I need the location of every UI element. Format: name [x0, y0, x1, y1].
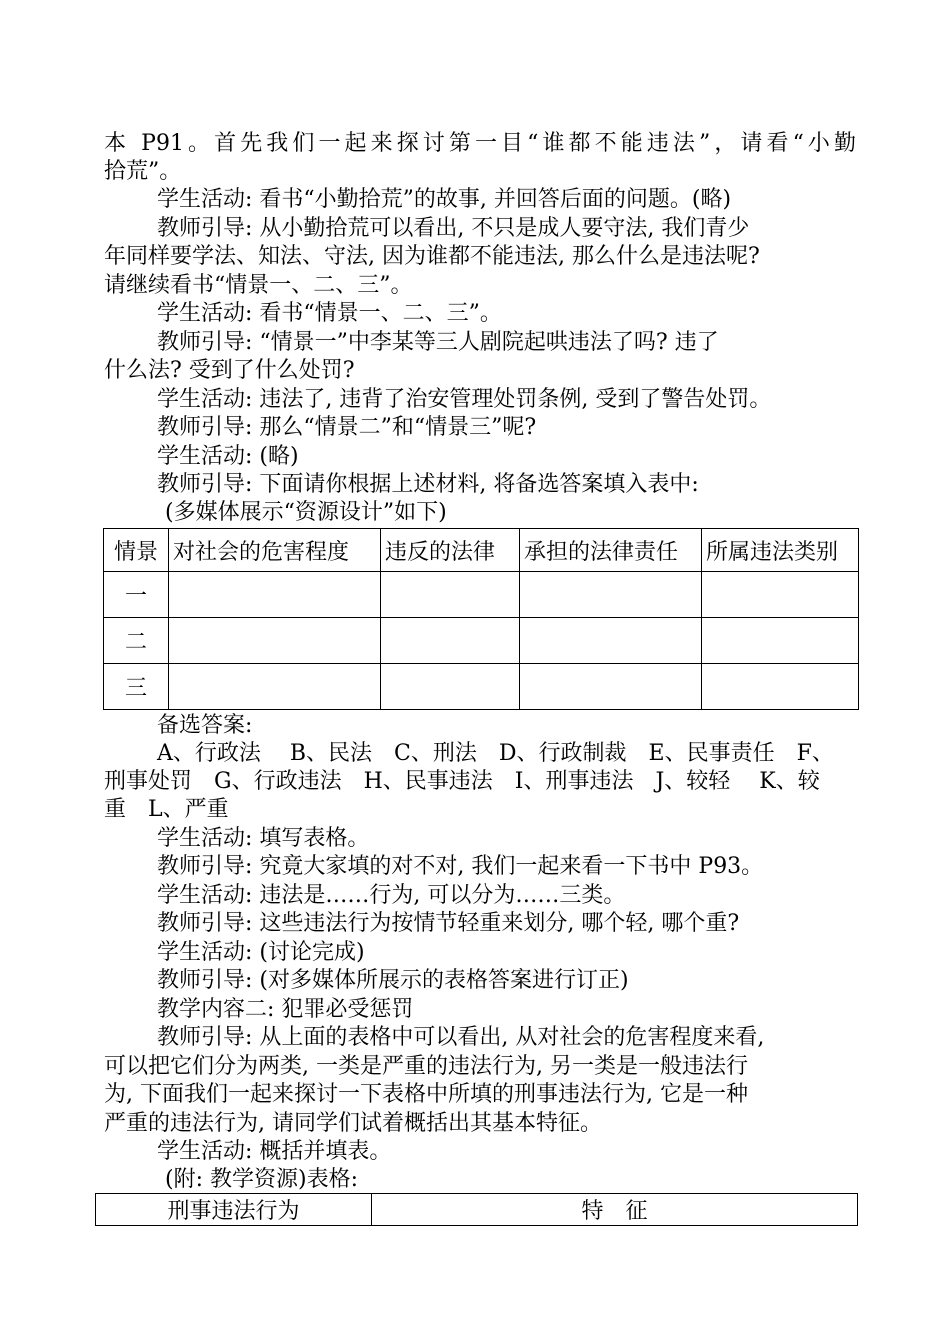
table-row-label: 一	[104, 572, 169, 618]
paragraph-line: 拾荒”。	[104, 159, 182, 184]
paragraph-line: 请继续看书“情景一、二、三”。	[104, 273, 413, 298]
paragraph-line: 学生活动: 看书“小勤拾荒”的故事, 并回答后面的问题。(略)	[157, 187, 732, 212]
paragraph-line: 学生活动: 看书“情景一、二、三”。	[157, 301, 502, 326]
paragraph-line: 本 P91。首先我们一起来探讨第一目“谁都不能违法”，请看“小勤	[104, 131, 856, 156]
table-header-row	[104, 529, 859, 572]
paragraph-line: 学生活动: 概括并填表。	[157, 1139, 392, 1164]
table-cell	[381, 618, 520, 664]
paragraph-line: 教师引导: 这些违法行为按情节轻重来划分, 哪个轻, 哪个重?	[157, 911, 740, 936]
table-row-label: 二	[104, 618, 169, 664]
table-header-cell: 特 征	[372, 1194, 858, 1226]
paragraph-line: 教师引导: 下面请你根据上述材料, 将备选答案填入表中:	[157, 472, 699, 497]
paragraph-line: 教师引导: 从小勤拾荒可以看出, 不只是成人要守法, 我们青少	[157, 216, 750, 241]
paragraph-line: 学生活动: 填写表格。	[157, 826, 370, 851]
table-cell	[381, 664, 520, 710]
paragraph-line: 学生活动: (略)	[157, 444, 299, 469]
paragraph-line: 教师引导: 那么“情景二”和“情景三”呢?	[157, 415, 537, 440]
table-header-cell: 情景	[104, 529, 169, 572]
table-header-cell: 违反的法律	[381, 529, 520, 572]
table-cell	[520, 664, 702, 710]
paragraph-line: 教师引导: 究竟大家填的对不对, 我们一起来看一下书中 P93。	[157, 854, 764, 879]
paragraph-line: 教师引导: “情景一”中李某等三人剧院起哄违法了吗? 违了	[157, 330, 719, 355]
paragraph-line: 严重的违法行为, 请同学们试着概括出其基本特征。	[104, 1111, 602, 1136]
paragraph-line: 教师引导: (对多媒体所展示的表格答案进行订正)	[157, 968, 629, 993]
table-header-cell: 刑事违法行为	[96, 1194, 372, 1226]
table-header-row	[96, 1194, 858, 1226]
table-cell	[169, 572, 381, 618]
situation-table	[103, 528, 859, 710]
paragraph-line: 为, 下面我们一起来探讨一下表格中所填的刑事违法行为, 它是一种	[104, 1082, 748, 1107]
paragraph-line: 什么法? 受到了什么处罚?	[104, 358, 355, 383]
paragraph-line: (附: 教学资源)表格:	[165, 1167, 358, 1192]
table-cell	[169, 618, 381, 664]
criminal-feature-table	[95, 1193, 858, 1226]
table-header-cell: 所属违法类别	[702, 529, 859, 572]
paragraph-line: 重 L、严重	[104, 797, 229, 822]
table-header-cell: 承担的法律责任	[520, 529, 702, 572]
table-cell	[520, 572, 702, 618]
table-header-cell: 对社会的危害程度	[169, 529, 381, 572]
table-row	[104, 572, 859, 618]
paragraph-line: 学生活动: 违法了, 违背了治安管理处罚条例, 受到了警告处罚。	[157, 387, 772, 412]
paragraph-line: 年同样要学法、知法、守法, 因为谁都不能违法, 那么什么是违法呢?	[104, 244, 760, 269]
paragraph-line: 学生活动: 违法是……行为, 可以分为……三类。	[157, 883, 626, 908]
table-cell	[702, 664, 859, 710]
paragraph-line: 刑事处罚 G、行政违法 H、民事违法 I、刑事违法 J、较轻 K、较	[104, 769, 820, 794]
table-row-label: 三	[104, 664, 169, 710]
table-cell	[702, 618, 859, 664]
paragraph-line: 可以把它们分为两类, 一类是严重的违法行为, 另一类是一般违法行	[104, 1054, 748, 1079]
section-heading: 教学内容二: 犯罪必受惩罚	[157, 997, 414, 1022]
table-row	[104, 664, 859, 710]
table-cell	[169, 664, 381, 710]
table-cell	[520, 618, 702, 664]
paragraph-line: 学生活动: (讨论完成)	[157, 940, 365, 965]
paragraph-line: 备选答案:	[157, 713, 253, 738]
table-row	[104, 618, 859, 664]
paragraph-line: 教师引导: 从上面的表格中可以看出, 从对社会的危害程度来看,	[157, 1025, 765, 1050]
paragraph-line: A、行政法 B、民法 C、刑法 D、行政制裁 E、民事责任 F、	[157, 741, 834, 766]
paragraph-line: (多媒体展示“资源设计”如下)	[165, 500, 447, 525]
table-cell	[381, 572, 520, 618]
table-cell	[702, 572, 859, 618]
